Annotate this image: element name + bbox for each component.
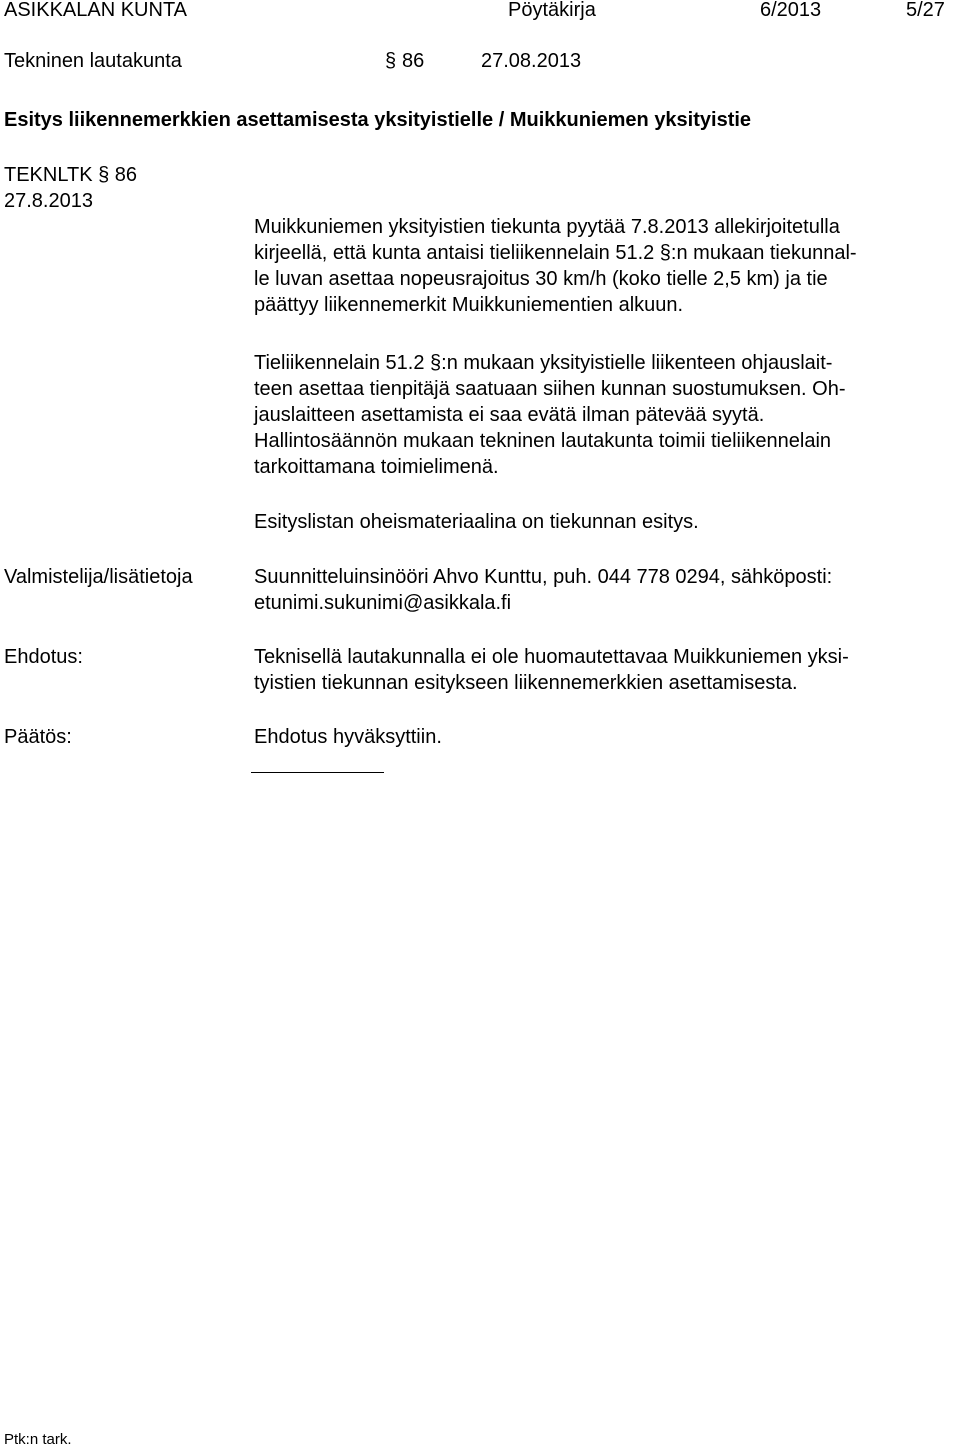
section-marker: § bbox=[385, 50, 397, 72]
preparer-info bbox=[254, 564, 954, 616]
committee-name: Tekninen lautakunta bbox=[4, 50, 182, 72]
text-line: Hallintosäännön mukaan tekninen lautakunta toimii tieliikennelain bbox=[254, 430, 832, 452]
reference-code-text: TEKNLTK § 86 bbox=[4, 164, 138, 186]
document-number: 6/2013 bbox=[760, 0, 822, 21]
paragraph-request bbox=[254, 214, 954, 318]
text-line: Ehdotus hyväksyttiin. bbox=[254, 726, 442, 748]
decision-text bbox=[254, 724, 954, 750]
text-line: Tieliikennelain 51.2 §:n mukaan yksityistielle liikenteen ohjauslait- bbox=[254, 352, 833, 374]
text-line: teen asettaa tienpitäjä saatuaan siihen kunnan suostumuksen. Oh- bbox=[254, 378, 846, 400]
text-line: Suunnitteluinsinööri Ahvo Kunttu, puh. 044 778 0294, sähköposti: bbox=[254, 566, 833, 588]
email-text: etunimi.sukunimi@asikkala.fi bbox=[254, 592, 512, 614]
text-line: päättyy liikennemerkit Muikkuniementien alkuun. bbox=[254, 294, 684, 316]
proposal-label: Ehdotus: bbox=[4, 646, 83, 668]
text-line: Muikkuniemen yksityistien tiekunta pyytää 7.8.2013 allekirjoitetulla bbox=[254, 216, 840, 238]
section-number: 86 bbox=[402, 50, 425, 72]
footer-initials-label: Ptk:n tark. bbox=[4, 1431, 72, 1448]
paragraph-law bbox=[254, 350, 954, 480]
organization-name: ASIKKALAN KUNTA bbox=[4, 0, 188, 21]
preparer-label: Valmistelija/lisätietoja bbox=[4, 566, 193, 588]
meeting-date: 27.08.2013 bbox=[481, 50, 582, 72]
page-title: Esitys liikennemerkkien asettamisesta yksityistielle / Muikkuniemen yksityistie bbox=[4, 109, 752, 131]
text-line: kirjeellä, että kunta antaisi tieliikennelain 51.2 §:n mukaan tiekunnal- bbox=[254, 242, 857, 264]
proposal-text bbox=[254, 644, 954, 696]
text-line: jauslaitteen asettamista ei saa evätä ilman pätevää syytä. bbox=[254, 404, 765, 426]
document-type: Pöytäkirja bbox=[508, 0, 596, 21]
text-line: le luvan asettaa nopeusrajoitus 30 km/h (koko tielle 2,5 km) ja tie bbox=[254, 268, 828, 290]
text-line: tarkoittamana toimielimenä. bbox=[254, 456, 499, 478]
text-line: tyistien tiekunnan esitykseen liikennemerkkien asettamisesta. bbox=[254, 672, 798, 694]
separator-line bbox=[251, 772, 384, 773]
text-line: Esityslistan oheismateriaalina on tiekunnan esitys. bbox=[254, 511, 699, 533]
reference-date: 27.8.2013 bbox=[4, 190, 93, 212]
paragraph-attachment bbox=[254, 509, 954, 535]
text-line: Teknisellä lautakunnalla ei ole huomautettavaa Muikkuniemen yksi- bbox=[254, 646, 849, 668]
reference-code bbox=[4, 162, 137, 188]
page-number: 5/27 bbox=[906, 0, 945, 21]
decision-label: Päätös: bbox=[4, 726, 72, 748]
